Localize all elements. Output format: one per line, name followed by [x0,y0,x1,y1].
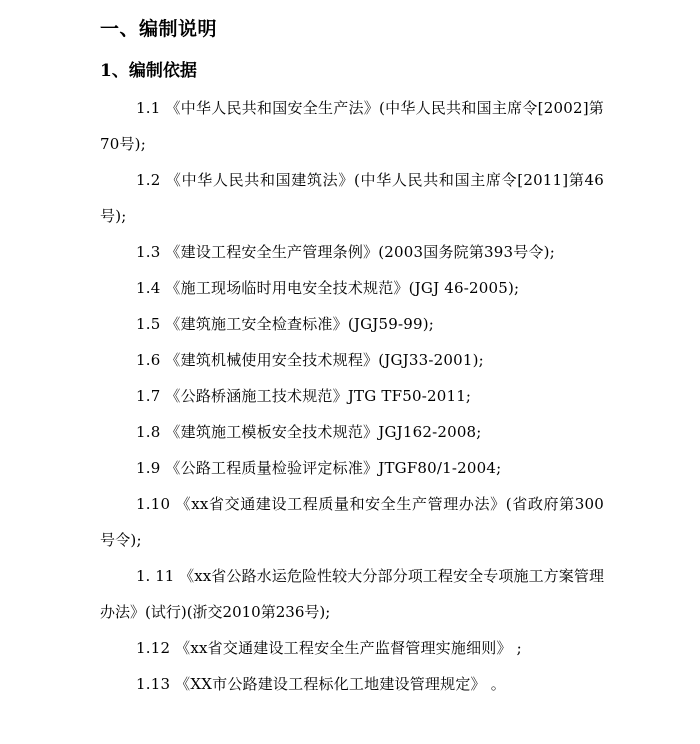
reference-item-1-7: 1.7 《公路桥涵施工技术规范》JTG TF50-2011; [136,387,472,405]
reference-item-1-8: 1.8 《建筑施工模板安全技术规范》JGJ162-2008; [136,423,482,441]
reference-item-1-12: 1.12 《xx省交通建设工程安全生产监督管理实施细则》 ; [136,639,522,657]
reference-item-1-13: 1.13 《XX市公路建设工程标化工地建设管理规定》 。 [136,675,506,693]
reference-item-1-11: 1. 11 《xx省公路水运危险性较大分部分项工程安全专项施工方案管理办法》(试行)(浙交2010第236号); [100,567,604,621]
reference-item-1-4: 1.4 《施工现场临时用电安全技术规范》(JGJ 46-2005); [136,279,520,297]
reference-item-1-10: 1.10 《xx省交通建设工程质量和安全生产管理办法》(省政府第300号令); [100,495,604,549]
subsection-title: 1、编制依据 [100,61,197,81]
reference-item-1-9: 1.9 《公路工程质量检验评定标准》JTGF80/1-2004; [136,459,502,477]
section-title: 一、编制说明 [100,18,218,40]
reference-item-1-5: 1.5 《建筑施工安全检查标准》(JGJ59-99); [136,315,435,333]
reference-item-1-3: 1.3 《建设工程安全生产管理条例》(2003国务院第393号令); [136,243,555,261]
reference-item-1-1: 1.1 《中华人民共和国安全生产法》(中华人民共和国主席令[2002]第70号); [100,99,604,153]
reference-item-1-2: 1.2 《中华人民共和国建筑法》(中华人民共和国主席令[2011]第46号); [100,171,604,225]
reference-list [100,90,604,702]
reference-item-1-6: 1.6 《建筑机械使用安全技术规程》(JGJ33-2001); [136,351,484,369]
